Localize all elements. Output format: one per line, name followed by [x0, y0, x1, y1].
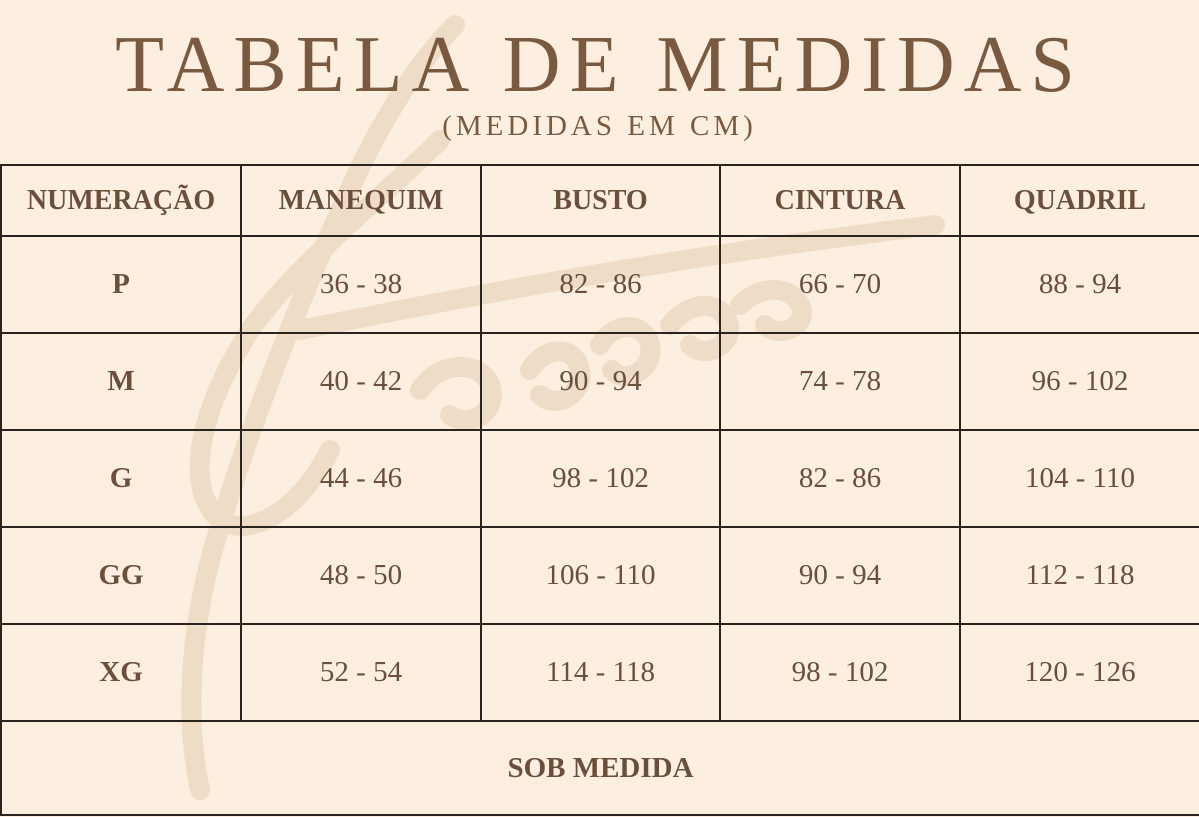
- table-cell: 112 - 118: [960, 527, 1199, 624]
- table-cell: 114 - 118: [481, 624, 720, 721]
- table-row: [1, 430, 1199, 527]
- column-header-cintura: CINTURA: [720, 165, 960, 236]
- page-subtitle: (MEDIDAS EM CM): [442, 110, 757, 142]
- table-cell: 48 - 50: [241, 527, 481, 624]
- table-row: [1, 624, 1199, 721]
- table-footer-row: [1, 721, 1199, 815]
- column-header-manequim: MANEQUIM: [241, 165, 481, 236]
- table-header-row: [1, 165, 1199, 236]
- table-cell: 44 - 46: [241, 430, 481, 527]
- table-cell: 36 - 38: [241, 236, 481, 333]
- table-cell: 90 - 94: [481, 333, 720, 430]
- table-cell: 98 - 102: [720, 624, 960, 721]
- page-title: TABELA DE MEDIDAS: [115, 21, 1084, 109]
- column-header-quadril: QUADRIL: [960, 165, 1199, 236]
- size-label: GG: [1, 527, 241, 624]
- table-cell: 74 - 78: [720, 333, 960, 430]
- table-row: [1, 527, 1199, 624]
- table-cell: 82 - 86: [720, 430, 960, 527]
- size-label: P: [1, 236, 241, 333]
- size-label: G: [1, 430, 241, 527]
- column-header-busto: BUSTO: [481, 165, 720, 236]
- table-cell: 104 - 110: [960, 430, 1199, 527]
- table-cell: 66 - 70: [720, 236, 960, 333]
- custom-size-note: SOB MEDIDA: [1, 721, 1199, 815]
- size-label: XG: [1, 624, 241, 721]
- table-cell: 90 - 94: [720, 527, 960, 624]
- table-cell: 82 - 86: [481, 236, 720, 333]
- table-cell: 88 - 94: [960, 236, 1199, 333]
- table-cell: 52 - 54: [241, 624, 481, 721]
- table-cell: 98 - 102: [481, 430, 720, 527]
- size-label: M: [1, 333, 241, 430]
- table-cell: 120 - 126: [960, 624, 1199, 721]
- table-row: [1, 333, 1199, 430]
- column-header-numeracao: NUMERAÇÃO: [1, 165, 241, 236]
- table-cell: 96 - 102: [960, 333, 1199, 430]
- size-table: [0, 164, 1199, 816]
- table-cell: 106 - 110: [481, 527, 720, 624]
- table-cell: 40 - 42: [241, 333, 481, 430]
- table-row: [1, 236, 1199, 333]
